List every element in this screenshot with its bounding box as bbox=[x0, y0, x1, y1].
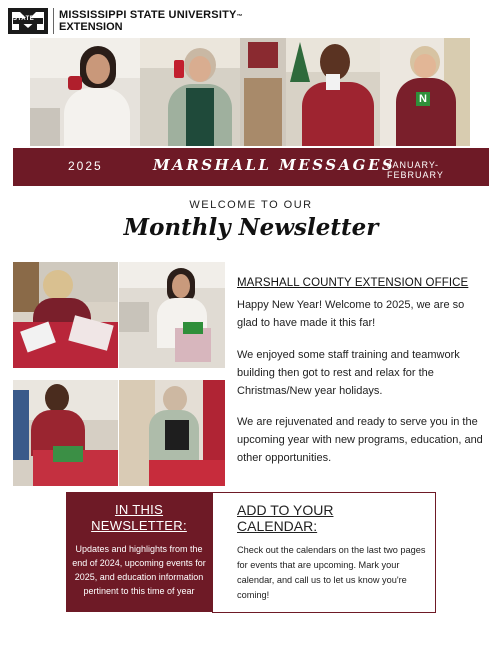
add-to-calendar-body: Check out the calendars on the last two pages for events that are upcoming. Mark your calendar, and call us to let us know you're coming! bbox=[237, 545, 426, 600]
logo-text: STATE bbox=[13, 16, 35, 22]
hero-photo-1 bbox=[30, 38, 140, 146]
banner-year: 2025 bbox=[68, 159, 103, 173]
collage-photo-4 bbox=[119, 380, 225, 486]
newsletter-headline: Monthly Newsletter bbox=[123, 214, 379, 241]
serve-paragraph: We are rejuvenated and ready to serve you in the upcoming year with new programs, education, and other opportunities. bbox=[237, 416, 483, 464]
collage-photo-2 bbox=[119, 262, 225, 368]
hero-photo-4 bbox=[286, 38, 380, 146]
collage-photo-1 bbox=[13, 262, 118, 368]
banner-title: MARSHALL MESSAGES bbox=[153, 156, 396, 174]
calendar-heading-line2: CALENDAR: bbox=[237, 518, 318, 534]
hero-photo-strip bbox=[30, 38, 470, 146]
hero-photo-2 bbox=[140, 38, 240, 146]
add-to-calendar-heading bbox=[237, 502, 333, 534]
collage-photo-3 bbox=[13, 380, 118, 486]
welcome-text: WELCOME TO OUR bbox=[189, 199, 313, 211]
org-name-line2: EXTENSION bbox=[59, 21, 123, 33]
in-this-newsletter-heading bbox=[66, 502, 212, 534]
add-to-calendar-box bbox=[212, 492, 436, 613]
banner-months: JANUARY-FEBRUARY bbox=[387, 160, 444, 180]
in-this-heading-line2: NEWSLETTER: bbox=[91, 518, 187, 533]
in-this-newsletter-box bbox=[66, 492, 212, 612]
hero-photo-5: N bbox=[380, 38, 470, 146]
title-banner bbox=[13, 148, 489, 186]
logo-divider bbox=[53, 8, 54, 34]
intro-paragraph: Happy New Year! Welcome to 2025, we are so glad to have made it this far! bbox=[237, 299, 465, 329]
office-heading: MARSHALL COUNTY EXTENSION OFFICE bbox=[237, 277, 469, 289]
calendar-heading-line1: ADD TO YOUR bbox=[237, 502, 334, 518]
trademark: ™ bbox=[236, 14, 243, 20]
in-this-newsletter-body: Updates and highlights from the end of 2024, upcoming events for 2025, and education information pertinent to this time of year bbox=[72, 544, 206, 596]
staff-paragraph: We enjoyed some staff training and teamwork building then got to rest and relax for the Christmas/New year holidays. bbox=[237, 349, 460, 397]
org-name: MISSISSIPPI STATE UNIVERSITY bbox=[59, 9, 237, 21]
org-name-line1 bbox=[59, 9, 243, 21]
in-this-heading-line1: IN THIS bbox=[114, 502, 164, 517]
hero-photo-3 bbox=[240, 38, 286, 146]
